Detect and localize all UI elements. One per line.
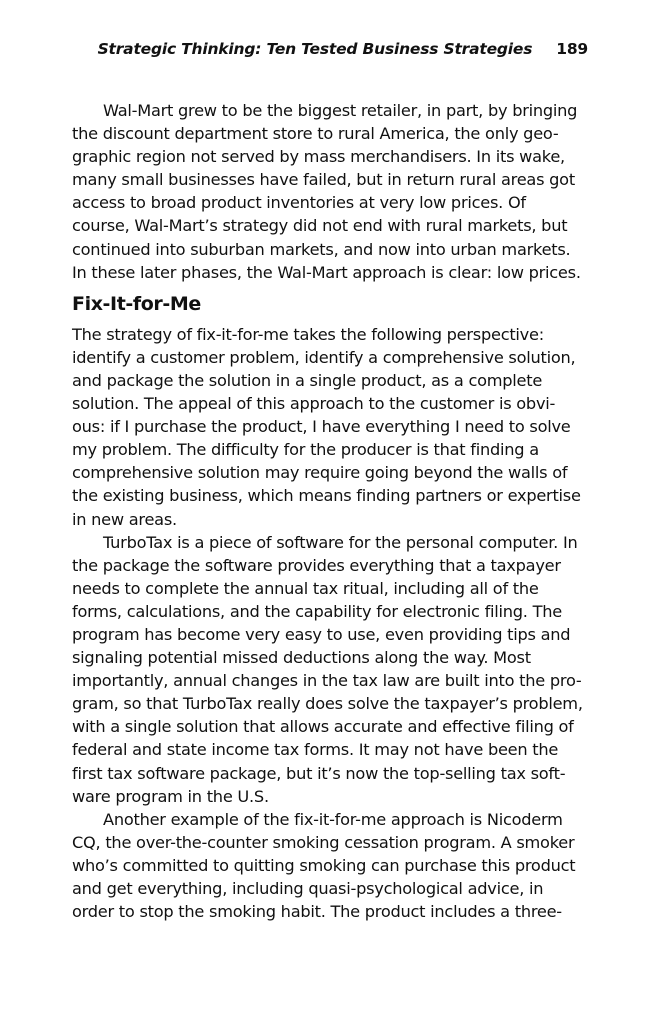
text-line: ware program in the U.S. (72, 786, 269, 806)
text-line: ous: if I purchase the product, I have everything I need to solve (72, 417, 571, 437)
text-line: many small businesses have failed, but in return rural areas got (72, 170, 575, 190)
text-line: who’s committed to quitting smoking can purchase this product (72, 855, 576, 875)
text-line: order to stop the smoking habit. The product includes a three- (72, 902, 562, 922)
text-line: comprehensive solution may require going beyond the walls of (72, 463, 568, 483)
text-line: In these later phases, the Wal-Mart approach is clear: low prices. (72, 262, 581, 282)
paragraph-fix-it-for-me (72, 323, 588, 531)
paragraph-nicoderm (72, 808, 588, 923)
text-line: graphic region not served by mass merchandisers. In its wake, (72, 147, 565, 167)
text-line: CQ, the over-the-counter smoking cessation program. A smoker (72, 832, 575, 852)
text-line: federal and state income tax forms. It may not have been the (72, 740, 559, 760)
text-line: the existing business, which means finding partners or expertise (72, 486, 581, 506)
text-line: in new areas. (72, 509, 177, 529)
text-line: forms, calculations, and the capability for electronic filing. The (72, 601, 562, 621)
text-line: Another example of the fix-it-for-me approach is Nicoderm (103, 809, 563, 829)
text-line: solution. The appeal of this approach to the customer is obvi- (72, 394, 556, 414)
text-line: program has become very easy to use, even providing tips and (72, 624, 571, 644)
running-head (72, 40, 588, 66)
text-line: with a single solution that allows accurate and effective filing of (72, 717, 574, 737)
text-line: first tax software package, but it’s now the top-selling tax soft- (72, 763, 566, 783)
text-line: TurboTax is a piece of software for the personal computer. In (103, 532, 578, 552)
section-heading: Fix-It-for-Me (72, 292, 201, 315)
text-line: identify a customer problem, identify a comprehensive solution, (72, 347, 576, 367)
text-line: and package the solution in a single product, as a complete (72, 370, 543, 390)
text-line: continued into suburban markets, and now into urban markets. (72, 239, 571, 259)
text-line: gram, so that TurboTax really does solve the taxpayer’s problem, (72, 694, 583, 714)
text-line: access to broad product inventories at very low prices. Of (72, 193, 526, 213)
page-number: 189 (556, 40, 588, 58)
text-line: signaling potential missed deductions along the way. Most (72, 648, 531, 668)
paragraph-turbotax (72, 531, 588, 808)
text-line: Wal-Mart grew to be the biggest retailer, in part, by bringing (103, 101, 578, 120)
paragraph-walmart (72, 99, 588, 284)
text-line: needs to complete the annual tax ritual, including all of the (72, 578, 539, 598)
text-line: the discount department store to rural America, the only geo- (72, 124, 559, 144)
text-line: the package the software provides everything that a taxpayer (72, 555, 561, 575)
text-line: The strategy of fix-it-for-me takes the following perspective: (72, 324, 544, 344)
text-line: course, Wal-Mart’s strategy did not end with rural markets, but (72, 216, 568, 236)
text-line: importantly, annual changes in the tax law are built into the pro- (72, 671, 582, 691)
running-title: Strategic Thinking: Ten Tested Business Strategies (97, 40, 533, 58)
body-text (72, 99, 588, 923)
text-line: and get everything, including quasi-psychological advice, in (72, 879, 544, 898)
text-line: my problem. The difficulty for the producer is that finding a (72, 440, 539, 460)
